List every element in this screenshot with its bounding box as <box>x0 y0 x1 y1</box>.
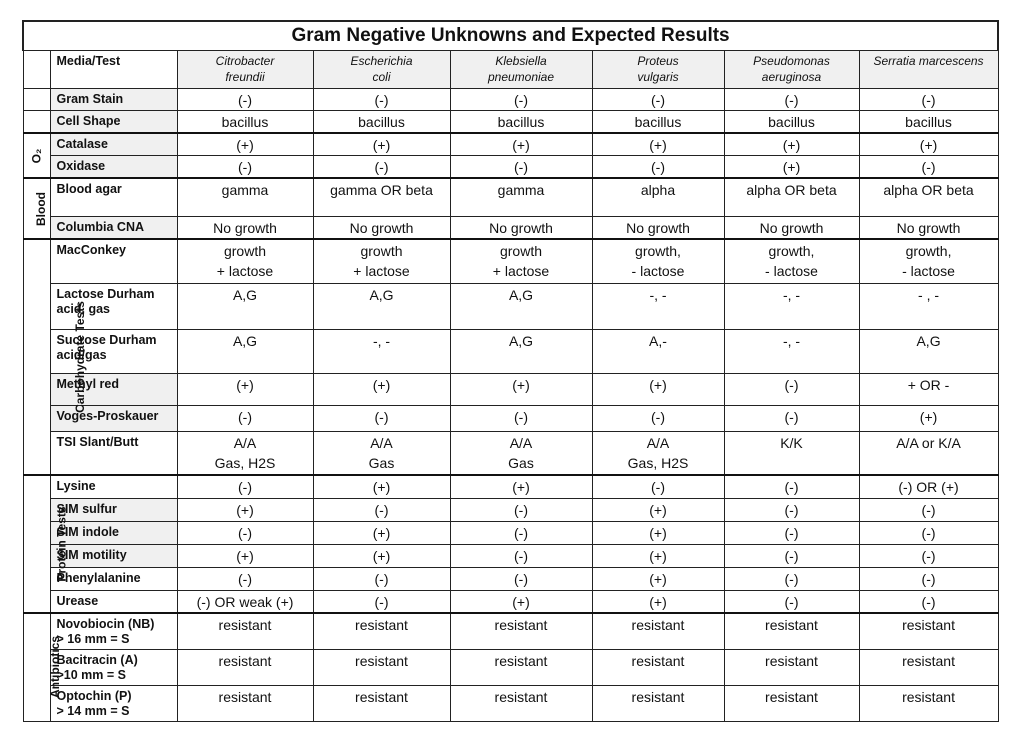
result-cell: A,G <box>450 283 592 329</box>
group-spacer <box>23 89 50 111</box>
result-cell: (-) <box>724 89 859 111</box>
result-cell: resistant <box>450 649 592 685</box>
header-organism-proteus: Proteus vulgaris <box>592 51 724 89</box>
result-cell: gamma OR beta <box>313 178 450 216</box>
result-cell: (+) <box>450 590 592 613</box>
result-cell: (-) <box>859 567 998 590</box>
result-cell: (-) <box>592 405 724 431</box>
result-cell: A/A Gas <box>313 431 450 475</box>
result-cell: No growth <box>450 216 592 239</box>
result-cell: resistant <box>177 685 313 721</box>
table-row <box>23 239 998 283</box>
table-row <box>23 613 998 649</box>
result-cell: (-) <box>724 373 859 405</box>
result-cell: (-) <box>592 89 724 111</box>
result-cell: (-) <box>177 89 313 111</box>
result-cell: (-) <box>859 89 998 111</box>
result-cell: resistant <box>859 613 998 649</box>
result-cell: (+) <box>313 521 450 544</box>
result-cell: (-) <box>450 521 592 544</box>
result-cell: (+) <box>313 544 450 567</box>
result-cell: (-) <box>859 498 998 521</box>
header-organism-escherichia: Escherichia coli <box>313 51 450 89</box>
test-label: MacConkey <box>50 239 177 283</box>
table-row <box>23 178 998 216</box>
header-organism-klebsiella: Klebsiella pneumoniae <box>450 51 592 89</box>
result-cell: (+) <box>592 498 724 521</box>
result-cell: gamma <box>177 178 313 216</box>
table-row <box>23 89 998 111</box>
result-cell: alpha OR beta <box>724 178 859 216</box>
result-cell: (-) <box>724 590 859 613</box>
group-label-blood: Blood <box>23 178 50 239</box>
result-cell: A,G <box>177 329 313 373</box>
result-cell: - , - <box>859 283 998 329</box>
test-label: Oxidase <box>50 156 177 179</box>
table-row <box>23 475 998 498</box>
result-cell: (-) <box>450 498 592 521</box>
result-cell: resistant <box>859 649 998 685</box>
result-cell: A/A Gas, H2S <box>592 431 724 475</box>
result-cell: (-) <box>592 156 724 179</box>
table-row <box>23 111 998 134</box>
test-label: Lysine <box>50 475 177 498</box>
result-cell: -, - <box>592 283 724 329</box>
result-cell: (-) <box>724 475 859 498</box>
result-cell: A,G <box>859 329 998 373</box>
result-cell: (-) <box>313 156 450 179</box>
test-label: Blood agar <box>50 178 177 216</box>
result-cell: alpha <box>592 178 724 216</box>
result-cell: (+) <box>450 475 592 498</box>
result-cell: (-) <box>724 521 859 544</box>
result-cell: -, - <box>724 283 859 329</box>
result-cell: resistant <box>592 613 724 649</box>
result-cell: (-) <box>859 521 998 544</box>
table-row <box>23 431 998 475</box>
result-cell: (+) <box>592 544 724 567</box>
result-cell: (+) <box>177 133 313 156</box>
result-cell: (+) <box>313 475 450 498</box>
test-label: SIM motility <box>50 544 177 567</box>
result-cell: growth, - lactose <box>592 239 724 283</box>
table-row <box>23 216 998 239</box>
result-cell: No growth <box>592 216 724 239</box>
result-cell: growth + lactose <box>450 239 592 283</box>
result-cell: (-) <box>450 405 592 431</box>
result-cell: growth + lactose <box>177 239 313 283</box>
table-row <box>23 373 998 405</box>
table-row <box>23 329 998 373</box>
result-cell: (-) <box>177 156 313 179</box>
result-cell: (+) <box>859 405 998 431</box>
result-cell: (-) <box>177 475 313 498</box>
table-title: Gram Negative Unknowns and Expected Results <box>23 21 998 51</box>
result-cell: resistant <box>177 613 313 649</box>
result-cell: (-) <box>450 89 592 111</box>
result-cell: (-) <box>724 405 859 431</box>
result-cell: gamma <box>450 178 592 216</box>
group-label-antibiotics: Antibiotics <box>23 613 50 721</box>
table-row <box>23 283 998 329</box>
result-cell: resistant <box>450 685 592 721</box>
result-cell: (-) <box>859 544 998 567</box>
result-cell: (-) OR weak (+) <box>177 590 313 613</box>
result-cell: growth, - lactose <box>724 239 859 283</box>
table-row <box>23 156 998 179</box>
result-cell: (+) <box>592 373 724 405</box>
table-row <box>23 567 998 590</box>
group-label-protein: Protein Tests <box>23 475 50 613</box>
test-label: Cell Shape <box>50 111 177 134</box>
result-cell: (-) <box>450 567 592 590</box>
header-media-test: Media/Test <box>50 51 177 89</box>
table-row <box>23 544 998 567</box>
table-row <box>23 133 998 156</box>
result-cell: K/K <box>724 431 859 475</box>
result-cell: (+) <box>313 133 450 156</box>
result-cell: (-) <box>859 156 998 179</box>
result-cell: bacillus <box>859 111 998 134</box>
result-cell: (+) <box>592 567 724 590</box>
group-spacer <box>23 111 50 134</box>
result-cell: (+) <box>450 133 592 156</box>
test-label: Novobiocin (NB) > 16 mm = S <box>50 613 177 649</box>
result-cell: No growth <box>859 216 998 239</box>
result-cell: resistant <box>177 649 313 685</box>
result-cell: (-) <box>313 590 450 613</box>
result-cell: (-) <box>313 405 450 431</box>
test-label: SIM sulfur <box>50 498 177 521</box>
result-cell: (-) <box>592 475 724 498</box>
result-cell: (-) <box>724 498 859 521</box>
result-cell: bacillus <box>450 111 592 134</box>
result-cell: A,G <box>450 329 592 373</box>
header-organism-pseudomonas: Pseudomonas aeruginosa <box>724 51 859 89</box>
test-label: Gram Stain <box>50 89 177 111</box>
table-row <box>23 498 998 521</box>
result-cell: No growth <box>724 216 859 239</box>
result-cell: bacillus <box>592 111 724 134</box>
result-cell: A/A or K/A <box>859 431 998 475</box>
result-cell: No growth <box>313 216 450 239</box>
result-cell: alpha OR beta <box>859 178 998 216</box>
table-row <box>23 405 998 431</box>
results-table <box>22 20 999 722</box>
result-cell: (+) <box>177 498 313 521</box>
test-label: SIM indole <box>50 521 177 544</box>
header-organism-serratia: Serratia marcescens <box>859 51 998 89</box>
group-label-o2: O₂ <box>23 133 50 178</box>
test-label: Columbia CNA <box>50 216 177 239</box>
result-cell: resistant <box>724 613 859 649</box>
test-label: TSI Slant/Butt <box>50 431 177 475</box>
test-label: Sucrose Durham acid/gas <box>50 329 177 373</box>
result-cell: resistant <box>450 613 592 649</box>
test-label: Bacitracin (A) >10 mm = S <box>50 649 177 685</box>
result-cell: (-) <box>724 544 859 567</box>
result-cell: A/A Gas, H2S <box>177 431 313 475</box>
result-cell: (-) <box>177 405 313 431</box>
result-cell: resistant <box>313 685 450 721</box>
result-cell: (-) <box>177 567 313 590</box>
test-label: Phenylalanine <box>50 567 177 590</box>
result-cell: (-) <box>177 521 313 544</box>
table-row <box>23 590 998 613</box>
result-cell: resistant <box>313 649 450 685</box>
result-cell: A,G <box>313 283 450 329</box>
result-cell: resistant <box>859 685 998 721</box>
result-cell: (-) <box>450 544 592 567</box>
header-organism-citrobacter: Citrobacter freundii <box>177 51 313 89</box>
result-cell: No growth <box>177 216 313 239</box>
test-label: Urease <box>50 590 177 613</box>
result-cell: -, - <box>313 329 450 373</box>
result-cell: resistant <box>724 649 859 685</box>
result-cell: A/A Gas <box>450 431 592 475</box>
test-label: Optochin (P) > 14 mm = S <box>50 685 177 721</box>
result-cell: (-) <box>313 498 450 521</box>
result-cell: bacillus <box>724 111 859 134</box>
result-cell: resistant <box>313 613 450 649</box>
result-cell: A,G <box>177 283 313 329</box>
result-cell: (-) <box>313 567 450 590</box>
result-cell: -, - <box>724 329 859 373</box>
result-cell: + OR - <box>859 373 998 405</box>
result-cell: (+) <box>450 373 592 405</box>
table-row <box>23 685 998 721</box>
group-spacer <box>23 51 50 89</box>
result-cell: resistant <box>724 685 859 721</box>
result-cell: (-) <box>724 567 859 590</box>
result-cell: (-) <box>313 89 450 111</box>
test-label: Methyl red <box>50 373 177 405</box>
group-label-carbohydrate: Carbohydrate Tests <box>23 239 50 475</box>
result-cell: (+) <box>859 133 998 156</box>
result-cell: growth, - lactose <box>859 239 998 283</box>
result-cell: (+) <box>177 373 313 405</box>
test-label: Voges-Proskauer <box>50 405 177 431</box>
result-cell: (+) <box>592 521 724 544</box>
result-cell: growth + lactose <box>313 239 450 283</box>
result-cell: (+) <box>592 133 724 156</box>
result-cell: resistant <box>592 685 724 721</box>
result-cell: bacillus <box>177 111 313 134</box>
result-cell: (+) <box>177 544 313 567</box>
result-cell: resistant <box>592 649 724 685</box>
result-cell: bacillus <box>313 111 450 134</box>
table-row <box>23 649 998 685</box>
result-cell: (+) <box>592 590 724 613</box>
result-cell: (+) <box>724 156 859 179</box>
result-cell: (-) <box>450 156 592 179</box>
test-label: Catalase <box>50 133 177 156</box>
table-row <box>23 521 998 544</box>
test-label: Lactose Durham acid, gas <box>50 283 177 329</box>
result-cell: (+) <box>724 133 859 156</box>
result-cell: (-) <box>859 590 998 613</box>
result-cell: (+) <box>313 373 450 405</box>
result-cell: (-) OR (+) <box>859 475 998 498</box>
result-cell: A,- <box>592 329 724 373</box>
